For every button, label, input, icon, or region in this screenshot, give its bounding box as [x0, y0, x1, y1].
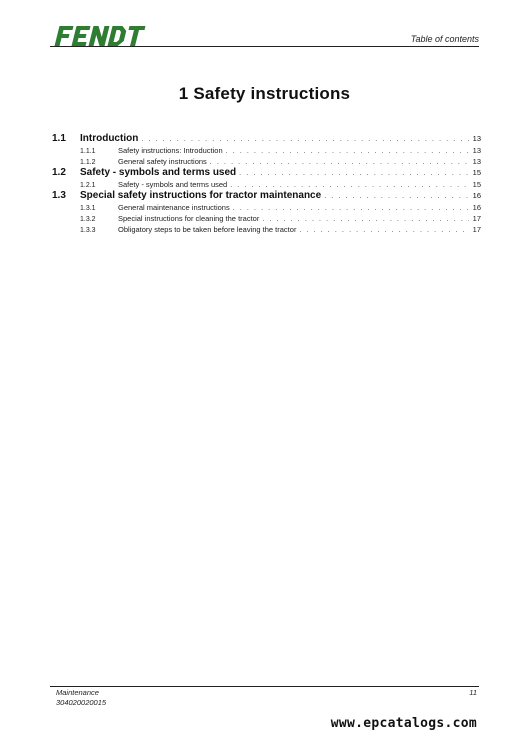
- toc-entry-number: 1.3.3: [80, 227, 96, 234]
- header-section-label: Table of contents: [410, 34, 479, 44]
- watermark-url: www.epcatalogs.com: [330, 716, 477, 731]
- table-of-contents: [52, 133, 481, 235]
- toc-subentry[interactable]: [52, 202, 481, 213]
- toc-entry-number: 1.3: [52, 190, 66, 201]
- toc-entry[interactable]: [52, 190, 481, 202]
- toc-entry-label: General safety instructions: [118, 157, 207, 166]
- toc-entry-number: 1.2: [52, 167, 66, 178]
- logo-letter-shape: [72, 26, 91, 46]
- toc-leader-dots: [233, 203, 469, 213]
- toc-entry-page: 13: [472, 134, 481, 143]
- toc-entry-label: Special safety instructions for tractor maintenance: [80, 190, 322, 201]
- toc-entry-number: 1.3.1: [80, 205, 96, 212]
- toc-entry-page: 17: [472, 214, 481, 223]
- toc-entry-number: 1.1.2: [80, 159, 96, 166]
- toc-entry-label: Safety - symbols and terms used: [118, 180, 228, 189]
- toc-entry-page: 15: [472, 168, 481, 177]
- footer-rule: [50, 686, 479, 687]
- footer-doc-number: 304020020015: [56, 698, 107, 707]
- chapter-title: 1 Safety instructions: [178, 84, 351, 103]
- toc-leader-dots: [210, 157, 469, 167]
- toc-leader-dots: [141, 134, 468, 145]
- toc-entry[interactable]: [52, 167, 481, 179]
- footer-doc-info: [56, 688, 106, 708]
- toc-entry-page: 15: [472, 180, 481, 189]
- toc-leader-dots: [239, 168, 468, 179]
- toc-entry-page: 17: [472, 225, 481, 234]
- toc-entry[interactable]: [52, 133, 481, 145]
- toc-entry-label: Obligatory steps to be taken before leaving the tractor: [118, 225, 297, 234]
- toc-leader-dots: [299, 225, 468, 235]
- toc-entry-label: Safety - symbols and terms used: [80, 167, 237, 178]
- toc-leader-dots: [324, 191, 468, 202]
- toc-entry-page: 13: [472, 157, 481, 166]
- logo-letter-shape: [108, 26, 128, 46]
- logo-letter-shape: [89, 26, 110, 46]
- toc-entry-number: 1.3.2: [80, 216, 96, 223]
- toc-subentry[interactable]: [52, 145, 481, 156]
- toc-entry-label: Safety instructions: Introduction: [118, 146, 223, 155]
- toc-entry-page: 16: [472, 191, 481, 200]
- toc-entry-label: Special instructions for cleaning the tractor: [118, 214, 260, 223]
- toc-entry-number: 1.1: [52, 133, 66, 144]
- toc-entry-number: 1.1.1: [80, 148, 96, 155]
- logo-letter-shape: [55, 26, 74, 46]
- footer-doc-title: Maintenance: [56, 688, 99, 697]
- header-rule: [50, 46, 479, 47]
- footer-page-number: 11: [469, 688, 477, 697]
- toc-leader-dots: [230, 180, 468, 190]
- toc-entry-number: 1.2.1: [80, 182, 96, 189]
- toc-entry-page: 16: [472, 203, 481, 212]
- toc-subentry[interactable]: [52, 179, 481, 190]
- fendt-logo-icon: [50, 24, 154, 48]
- fendt-logo: [50, 24, 154, 48]
- logo-letter-shape: [125, 26, 146, 46]
- toc-entry-page: 13: [472, 146, 481, 155]
- toc-leader-dots: [262, 214, 468, 224]
- toc-subentry[interactable]: [52, 213, 481, 224]
- toc-entry-label: General maintenance instructions: [118, 203, 230, 212]
- toc-subentry[interactable]: [52, 224, 481, 235]
- toc-leader-dots: [226, 146, 469, 156]
- toc-subentry[interactable]: [52, 156, 481, 167]
- toc-entry-label: Introduction: [80, 133, 139, 144]
